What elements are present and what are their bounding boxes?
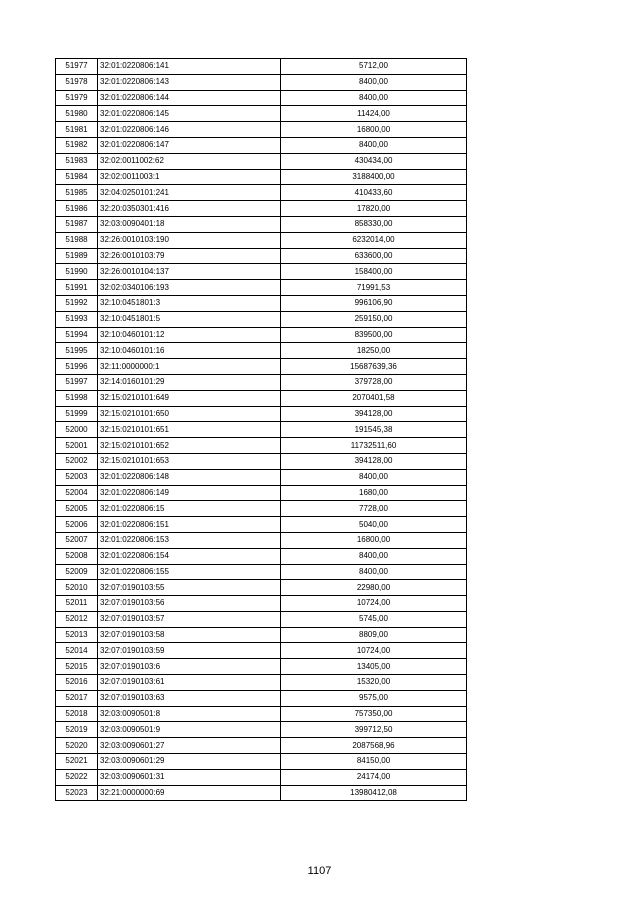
row-number-cell: 51997	[56, 374, 98, 390]
row-number-cell: 52000	[56, 422, 98, 438]
value-cell: 8400,00	[281, 90, 467, 106]
cadastral-number-cell: 32:03:0090401:18	[98, 216, 281, 232]
row-number-cell: 52014	[56, 643, 98, 659]
row-number-cell: 51985	[56, 185, 98, 201]
table-row	[56, 137, 467, 153]
cadastral-number-cell: 32:15:0210101:650	[98, 406, 281, 422]
table-row	[56, 59, 467, 75]
cadastral-number-cell: 32:01:0220806:15	[98, 501, 281, 517]
value-cell: 394128,00	[281, 453, 467, 469]
value-cell: 24174,00	[281, 769, 467, 785]
row-number-cell: 52010	[56, 580, 98, 596]
cadastral-number-cell: 32:04:0250101:241	[98, 185, 281, 201]
cadastral-number-cell: 32:01:0220806:151	[98, 517, 281, 533]
value-cell: 259150,00	[281, 311, 467, 327]
row-number-cell: 51983	[56, 153, 98, 169]
table-row	[56, 611, 467, 627]
table-row	[56, 627, 467, 643]
cadastral-value-table	[55, 58, 467, 801]
cadastral-number-cell: 32:01:0220806:153	[98, 532, 281, 548]
value-cell: 11732511,60	[281, 438, 467, 454]
table-row	[56, 596, 467, 612]
row-number-cell: 52012	[56, 611, 98, 627]
cadastral-number-cell: 32:01:0220806:145	[98, 106, 281, 122]
table-row	[56, 785, 467, 801]
row-number-cell: 51999	[56, 406, 98, 422]
row-number-cell: 52018	[56, 706, 98, 722]
value-cell: 13980412,08	[281, 785, 467, 801]
table-row	[56, 501, 467, 517]
cadastral-number-cell: 32:10:0460101:16	[98, 343, 281, 359]
row-number-cell: 52008	[56, 548, 98, 564]
row-number-cell: 51980	[56, 106, 98, 122]
value-cell: 16800,00	[281, 122, 467, 138]
table-row	[56, 185, 467, 201]
cadastral-number-cell: 32:03:0090601:31	[98, 769, 281, 785]
cadastral-number-cell: 32:07:0190103:63	[98, 690, 281, 706]
value-cell: 8400,00	[281, 548, 467, 564]
table-row	[56, 90, 467, 106]
table-row	[56, 74, 467, 90]
row-number-cell: 52023	[56, 785, 98, 801]
table-row	[56, 153, 467, 169]
value-cell: 1680,00	[281, 485, 467, 501]
cadastral-number-cell: 32:07:0190103:6	[98, 659, 281, 675]
row-number-cell: 51981	[56, 122, 98, 138]
table-row	[56, 122, 467, 138]
cadastral-number-cell: 32:15:0210101:651	[98, 422, 281, 438]
table-row	[56, 169, 467, 185]
table-row	[56, 453, 467, 469]
row-number-cell: 51990	[56, 264, 98, 280]
row-number-cell: 51988	[56, 232, 98, 248]
cadastral-number-cell: 32:01:0220806:141	[98, 59, 281, 75]
cadastral-number-cell: 32:01:0220806:144	[98, 90, 281, 106]
table-row	[56, 580, 467, 596]
row-number-cell: 52001	[56, 438, 98, 454]
cadastral-number-cell: 32:01:0220806:143	[98, 74, 281, 90]
value-cell: 8400,00	[281, 564, 467, 580]
table-row	[56, 232, 467, 248]
table-row	[56, 406, 467, 422]
cadastral-number-cell: 32:07:0190103:56	[98, 596, 281, 612]
row-number-cell: 52002	[56, 453, 98, 469]
table-row	[56, 390, 467, 406]
cadastral-number-cell: 32:11:0000000:1	[98, 359, 281, 375]
value-cell: 7728,00	[281, 501, 467, 517]
table-row	[56, 738, 467, 754]
cadastral-number-cell: 32:26:0010103:190	[98, 232, 281, 248]
table-row	[56, 248, 467, 264]
row-number-cell: 52005	[56, 501, 98, 517]
table-row	[56, 643, 467, 659]
table-row	[56, 722, 467, 738]
table-row	[56, 264, 467, 280]
table-row	[56, 564, 467, 580]
table-row	[56, 201, 467, 217]
row-number-cell: 51989	[56, 248, 98, 264]
table-row	[56, 769, 467, 785]
cadastral-number-cell: 32:14:0160101:29	[98, 374, 281, 390]
row-number-cell: 51987	[56, 216, 98, 232]
value-cell: 6232014,00	[281, 232, 467, 248]
table-row	[56, 675, 467, 691]
row-number-cell: 51977	[56, 59, 98, 75]
row-number-cell: 52003	[56, 469, 98, 485]
table-row	[56, 106, 467, 122]
value-cell: 8809,00	[281, 627, 467, 643]
cadastral-number-cell: 32:03:0090601:29	[98, 754, 281, 770]
cadastral-number-cell: 32:01:0220806:154	[98, 548, 281, 564]
page-number: 1107	[307, 865, 332, 877]
table-row	[56, 216, 467, 232]
table-row	[56, 343, 467, 359]
cadastral-number-cell: 32:20:0350301:416	[98, 201, 281, 217]
row-number-cell: 52006	[56, 517, 98, 533]
row-number-cell: 51996	[56, 359, 98, 375]
row-number-cell: 52019	[56, 722, 98, 738]
cadastral-number-cell: 32:21:0000000:69	[98, 785, 281, 801]
row-number-cell: 51982	[56, 137, 98, 153]
value-cell: 394128,00	[281, 406, 467, 422]
cadastral-number-cell: 32:15:0210101:652	[98, 438, 281, 454]
cadastral-number-cell: 32:26:0010103:79	[98, 248, 281, 264]
table-row	[56, 359, 467, 375]
cadastral-number-cell: 32:07:0190103:59	[98, 643, 281, 659]
row-number-cell: 52017	[56, 690, 98, 706]
value-cell: 15687639,36	[281, 359, 467, 375]
value-cell: 11424,00	[281, 106, 467, 122]
cadastral-number-cell: 32:01:0220806:148	[98, 469, 281, 485]
value-cell: 191545,38	[281, 422, 467, 438]
cadastral-number-cell: 32:07:0190103:58	[98, 627, 281, 643]
cadastral-number-cell: 32:07:0190103:61	[98, 675, 281, 691]
value-cell: 15320,00	[281, 675, 467, 691]
value-cell: 996106,90	[281, 295, 467, 311]
cadastral-number-cell: 32:01:0220806:147	[98, 137, 281, 153]
row-number-cell: 52022	[56, 769, 98, 785]
value-cell: 16800,00	[281, 532, 467, 548]
table-row	[56, 311, 467, 327]
value-cell: 8400,00	[281, 469, 467, 485]
row-number-cell: 52016	[56, 675, 98, 691]
row-number-cell: 52013	[56, 627, 98, 643]
table-row	[56, 469, 467, 485]
value-cell: 10724,00	[281, 596, 467, 612]
row-number-cell: 52011	[56, 596, 98, 612]
value-cell: 18250,00	[281, 343, 467, 359]
row-number-cell: 51994	[56, 327, 98, 343]
value-cell: 430434,00	[281, 153, 467, 169]
table-row	[56, 659, 467, 675]
row-number-cell: 51978	[56, 74, 98, 90]
value-cell: 71991,53	[281, 280, 467, 296]
row-number-cell: 51991	[56, 280, 98, 296]
table-row	[56, 485, 467, 501]
row-number-cell: 51984	[56, 169, 98, 185]
value-cell: 757350,00	[281, 706, 467, 722]
value-cell: 9575,00	[281, 690, 467, 706]
value-cell: 633600,00	[281, 248, 467, 264]
cadastral-number-cell: 32:26:0010104:137	[98, 264, 281, 280]
row-number-cell: 51986	[56, 201, 98, 217]
cadastral-number-cell: 32:07:0190103:55	[98, 580, 281, 596]
cadastral-number-cell: 32:02:0011002:62	[98, 153, 281, 169]
table-row	[56, 422, 467, 438]
row-number-cell: 52015	[56, 659, 98, 675]
cadastral-number-cell: 32:10:0460101:12	[98, 327, 281, 343]
table-row	[56, 327, 467, 343]
table-row	[56, 690, 467, 706]
value-cell: 13405,00	[281, 659, 467, 675]
value-cell: 5712,00	[281, 59, 467, 75]
value-cell: 399712,50	[281, 722, 467, 738]
value-cell: 8400,00	[281, 137, 467, 153]
row-number-cell: 51979	[56, 90, 98, 106]
cadastral-number-cell: 32:15:0210101:653	[98, 453, 281, 469]
value-cell: 10724,00	[281, 643, 467, 659]
value-cell: 410433,60	[281, 185, 467, 201]
row-number-cell: 51992	[56, 295, 98, 311]
cadastral-number-cell: 32:03:0090501:8	[98, 706, 281, 722]
cadastral-number-cell: 32:03:0090501:9	[98, 722, 281, 738]
row-number-cell: 52020	[56, 738, 98, 754]
table-row	[56, 706, 467, 722]
value-cell: 5745,00	[281, 611, 467, 627]
data-table-container	[55, 58, 466, 801]
value-cell: 858330,00	[281, 216, 467, 232]
value-cell: 3188400,00	[281, 169, 467, 185]
cadastral-number-cell: 32:01:0220806:149	[98, 485, 281, 501]
value-cell: 379728,00	[281, 374, 467, 390]
table-row	[56, 280, 467, 296]
table-row	[56, 517, 467, 533]
value-cell: 2070401,58	[281, 390, 467, 406]
cadastral-number-cell: 32:10:0451801:5	[98, 311, 281, 327]
row-number-cell: 52004	[56, 485, 98, 501]
table-row	[56, 295, 467, 311]
row-number-cell: 52009	[56, 564, 98, 580]
table-row	[56, 548, 467, 564]
value-cell: 158400,00	[281, 264, 467, 280]
row-number-cell: 52021	[56, 754, 98, 770]
cadastral-number-cell: 32:07:0190103:57	[98, 611, 281, 627]
value-cell: 839500,00	[281, 327, 467, 343]
value-cell: 84150,00	[281, 754, 467, 770]
cadastral-number-cell: 32:10:0451801:3	[98, 295, 281, 311]
table-row	[56, 374, 467, 390]
cadastral-number-cell: 32:15:0210101:649	[98, 390, 281, 406]
row-number-cell: 51998	[56, 390, 98, 406]
row-number-cell: 51995	[56, 343, 98, 359]
value-cell: 17820,00	[281, 201, 467, 217]
row-number-cell: 51993	[56, 311, 98, 327]
value-cell: 2087568,96	[281, 738, 467, 754]
table-row	[56, 438, 467, 454]
cadastral-number-cell: 32:01:0220806:155	[98, 564, 281, 580]
cadastral-number-cell: 32:02:0340106:193	[98, 280, 281, 296]
cadastral-number-cell: 32:03:0090601:27	[98, 738, 281, 754]
cadastral-number-cell: 32:02:0011003:1	[98, 169, 281, 185]
table-row	[56, 532, 467, 548]
row-number-cell: 52007	[56, 532, 98, 548]
cadastral-number-cell: 32:01:0220806:146	[98, 122, 281, 138]
value-cell: 8400,00	[281, 74, 467, 90]
value-cell: 22980,00	[281, 580, 467, 596]
table-row	[56, 754, 467, 770]
table-body	[56, 59, 467, 801]
value-cell: 5040,00	[281, 517, 467, 533]
